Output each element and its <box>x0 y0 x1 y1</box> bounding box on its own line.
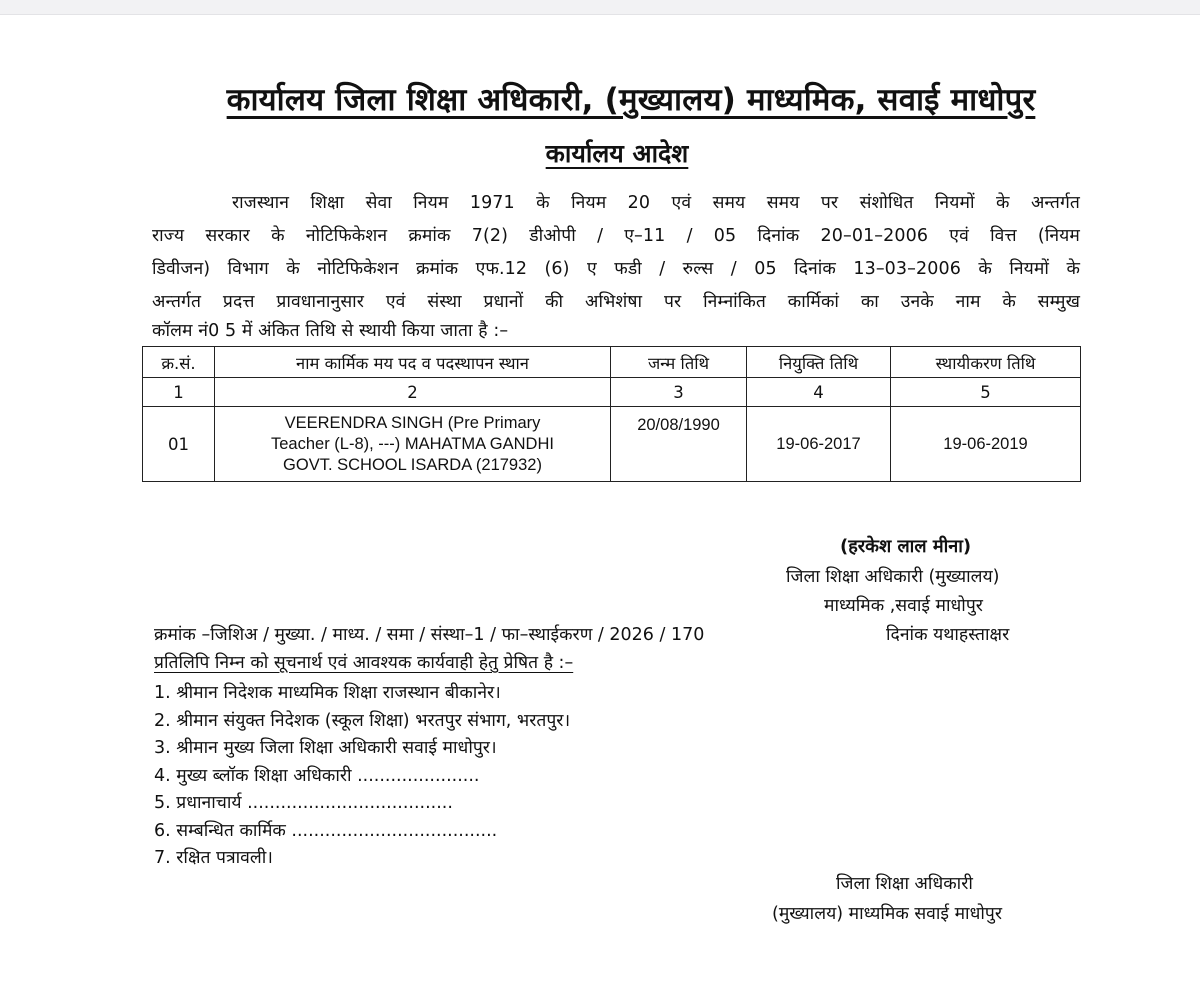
employee-name-line: VEERENDRA SINGH (Pre Primary <box>284 413 541 432</box>
order-title: कार्यालय आदेश <box>545 139 689 168</box>
column-number: 5 <box>891 378 1081 407</box>
list-item: 3. श्रीमान मुख्य जिला शिक्षा अधिकारी सवाई माधोपुर। <box>154 738 497 758</box>
confirmation-table <box>142 346 1081 482</box>
intro-line-1: राजस्थान शिक्षा सेवा नियम 1971 के नियम 20 एवं समय समय पर संशोधित नियमों के अन्तर्गत <box>232 193 1080 213</box>
copy-to-heading: प्रतिलिपि निम्न को सूचनार्थ एवं आवश्यक कार्यवाही हेतु प्रेषित है :– <box>154 653 574 673</box>
intro-line-5: कॉलम नं0 5 में अंकित तिथि से स्थायी किया जाता है :– <box>152 321 509 341</box>
signatory-office: माध्यमिक ,सवाई माधोपुर <box>824 596 983 616</box>
reference-number: क्रमांक –जिशिअ / मुख्या. / माध्य. / समा / संस्था–1 / फा–स्थाईकरण / 2026 / 170 <box>154 625 705 645</box>
header-name: नाम कार्मिक मय पद व पदस्थापन स्थान <box>215 347 611 378</box>
column-number: 1 <box>143 378 215 407</box>
intro-line-4: अन्तर्गत प्रदत्त प्रावधानानुसार एवं संस्था प्रधानों की अभिशंषा पर निम्नांकित कार्मिकां का उनके नाम के सम्मुख <box>152 292 1080 312</box>
column-number-row <box>143 378 1081 407</box>
header-appointment-date: नियुक्ति तिथि <box>747 347 891 378</box>
list-item: 1. श्रीमान निदेशक माध्यमिक शिक्षा राजस्थान बीकानेर। <box>154 683 501 703</box>
intro-line-2: राज्य सरकार के नोटिफिकेशन क्रमांक 7(2) डीओपी / ए–11 / 05 दिनांक 20–01–2006 एवं वित्त (नियम <box>152 226 1080 246</box>
footer-office: (मुख्यालय) माध्यमिक सवाई माधोपुर <box>772 904 1002 924</box>
confirmation-date: 19-06-2019 <box>891 407 1081 482</box>
serial-number: 01 <box>143 407 215 482</box>
column-number: 2 <box>215 378 611 407</box>
top-bar <box>0 0 1200 15</box>
employee-name-line: Teacher (L-8), ---) MAHATMA GANDHI <box>271 434 554 453</box>
list-item: 2. श्रीमान संयुक्त निदेशक (स्कूल शिक्षा) भरतपुर संभाग, भरतपुर। <box>154 711 571 731</box>
header-serial: क्र.सं. <box>143 347 215 378</box>
list-item: 7. रक्षित पत्रावली। <box>154 848 273 868</box>
date-of-birth: 20/08/1990 <box>611 407 747 482</box>
footer-designation: जिला शिक्षा अधिकारी <box>836 874 973 894</box>
intro-line-3: डिवीजन) विभाग के नोटिफिकेशन क्रमांक एफ.12 (6) ए फडी / रुल्स / 05 दिनांक 13–03–2006 के नियमों के <box>152 259 1080 279</box>
column-number: 4 <box>747 378 891 407</box>
header-dob: जन्म तिथि <box>611 347 747 378</box>
list-item: 5. प्रधानाचार्य ..................................... <box>154 793 453 813</box>
office-heading: कार्यालय जिला शिक्षा अधिकारी, (मुख्यालय) माध्यमिक, सवाई माधोपुर <box>226 82 1036 118</box>
reference-date: दिनांक यथाहस्ताक्षर <box>886 625 1010 645</box>
header-confirmation-date: स्थायीकरण तिथि <box>891 347 1081 378</box>
column-number: 3 <box>611 378 747 407</box>
signatory-name: (हरकेश लाल मीना) <box>840 536 972 557</box>
list-item: 6. सम्बन्धित कार्मिक ..................................... <box>154 821 498 841</box>
employee-name-cell <box>215 407 611 482</box>
appointment-date: 19-06-2017 <box>747 407 891 482</box>
table-row <box>143 407 1081 482</box>
list-item: 4. मुख्य ब्लॉक शिक्षा अधिकारी ...................... <box>154 766 480 786</box>
table-header-row <box>143 347 1081 378</box>
signatory-designation: जिला शिक्षा अधिकारी (मुख्यालय) <box>786 567 1000 587</box>
employee-name-line: GOVT. SCHOOL ISARDA (217932) <box>283 455 542 474</box>
